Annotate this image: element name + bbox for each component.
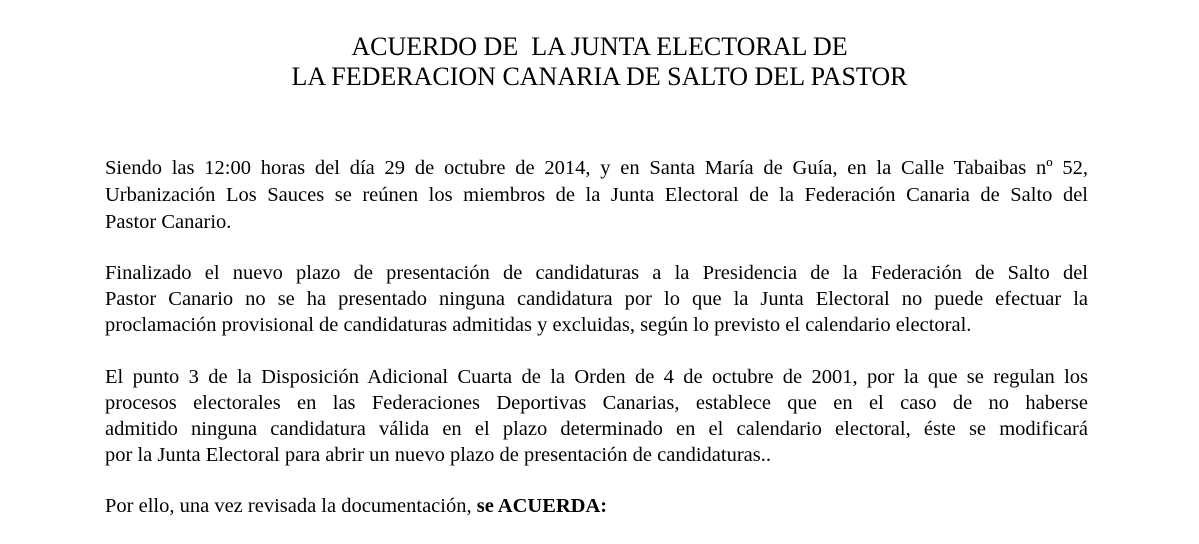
paragraph-line: Pastor Canario. <box>105 211 232 233</box>
paragraph-line: Pastor Canario no se ha presentado ninguna candidatura por lo que la Junta Electoral no puede efectuar la <box>105 288 1088 310</box>
resolution-text: Por ello, una vez revisada la documentación, <box>105 495 477 517</box>
paragraph-line: procesos electorales en las Federaciones Deportivas Canarias, establece que en el caso de no haberse <box>105 392 1088 414</box>
title-line-2: LA FEDERACION CANARIA DE SALTO DEL PASTOR <box>291 62 908 91</box>
paragraph-line: Siendo las 12:00 horas del día 29 de octubre de 2014, y en Santa María de Guía, en la Calle Tabaibas nº 52, <box>105 157 1088 179</box>
paragraph-line: El punto 3 de la Disposición Adicional Cuarta de la Orden de 4 de octubre de 2001, por la que se regulan los <box>105 366 1088 388</box>
paragraph-line: por la Junta Electoral para abrir un nuevo plazo de presentación de candidaturas.. <box>105 444 771 466</box>
paragraph-line: Finalizado el nuevo plazo de presentación de candidaturas a la Presidencia de la Federación de Salto del <box>105 262 1088 284</box>
document-title <box>0 32 1199 92</box>
paragraph-line: proclamación provisional de candidaturas admitidas y excluidas, según lo previsto el calendario electoral. <box>105 314 972 336</box>
paragraph-line: Urbanización Los Sauces se reúnen los miembros de la Junta Electoral de la Federación Canaria de Salto del <box>105 184 1088 206</box>
resolution-bold: se ACUERDA: <box>476 495 608 517</box>
paragraph-line: admitido ninguna candidatura válida en el plazo determinado en el calendario electoral, éste se modificará <box>105 418 1088 440</box>
paragraph-resolution <box>105 493 1088 519</box>
title-line-1: ACUERDO DE LA JUNTA ELECTORAL DE <box>351 32 848 61</box>
